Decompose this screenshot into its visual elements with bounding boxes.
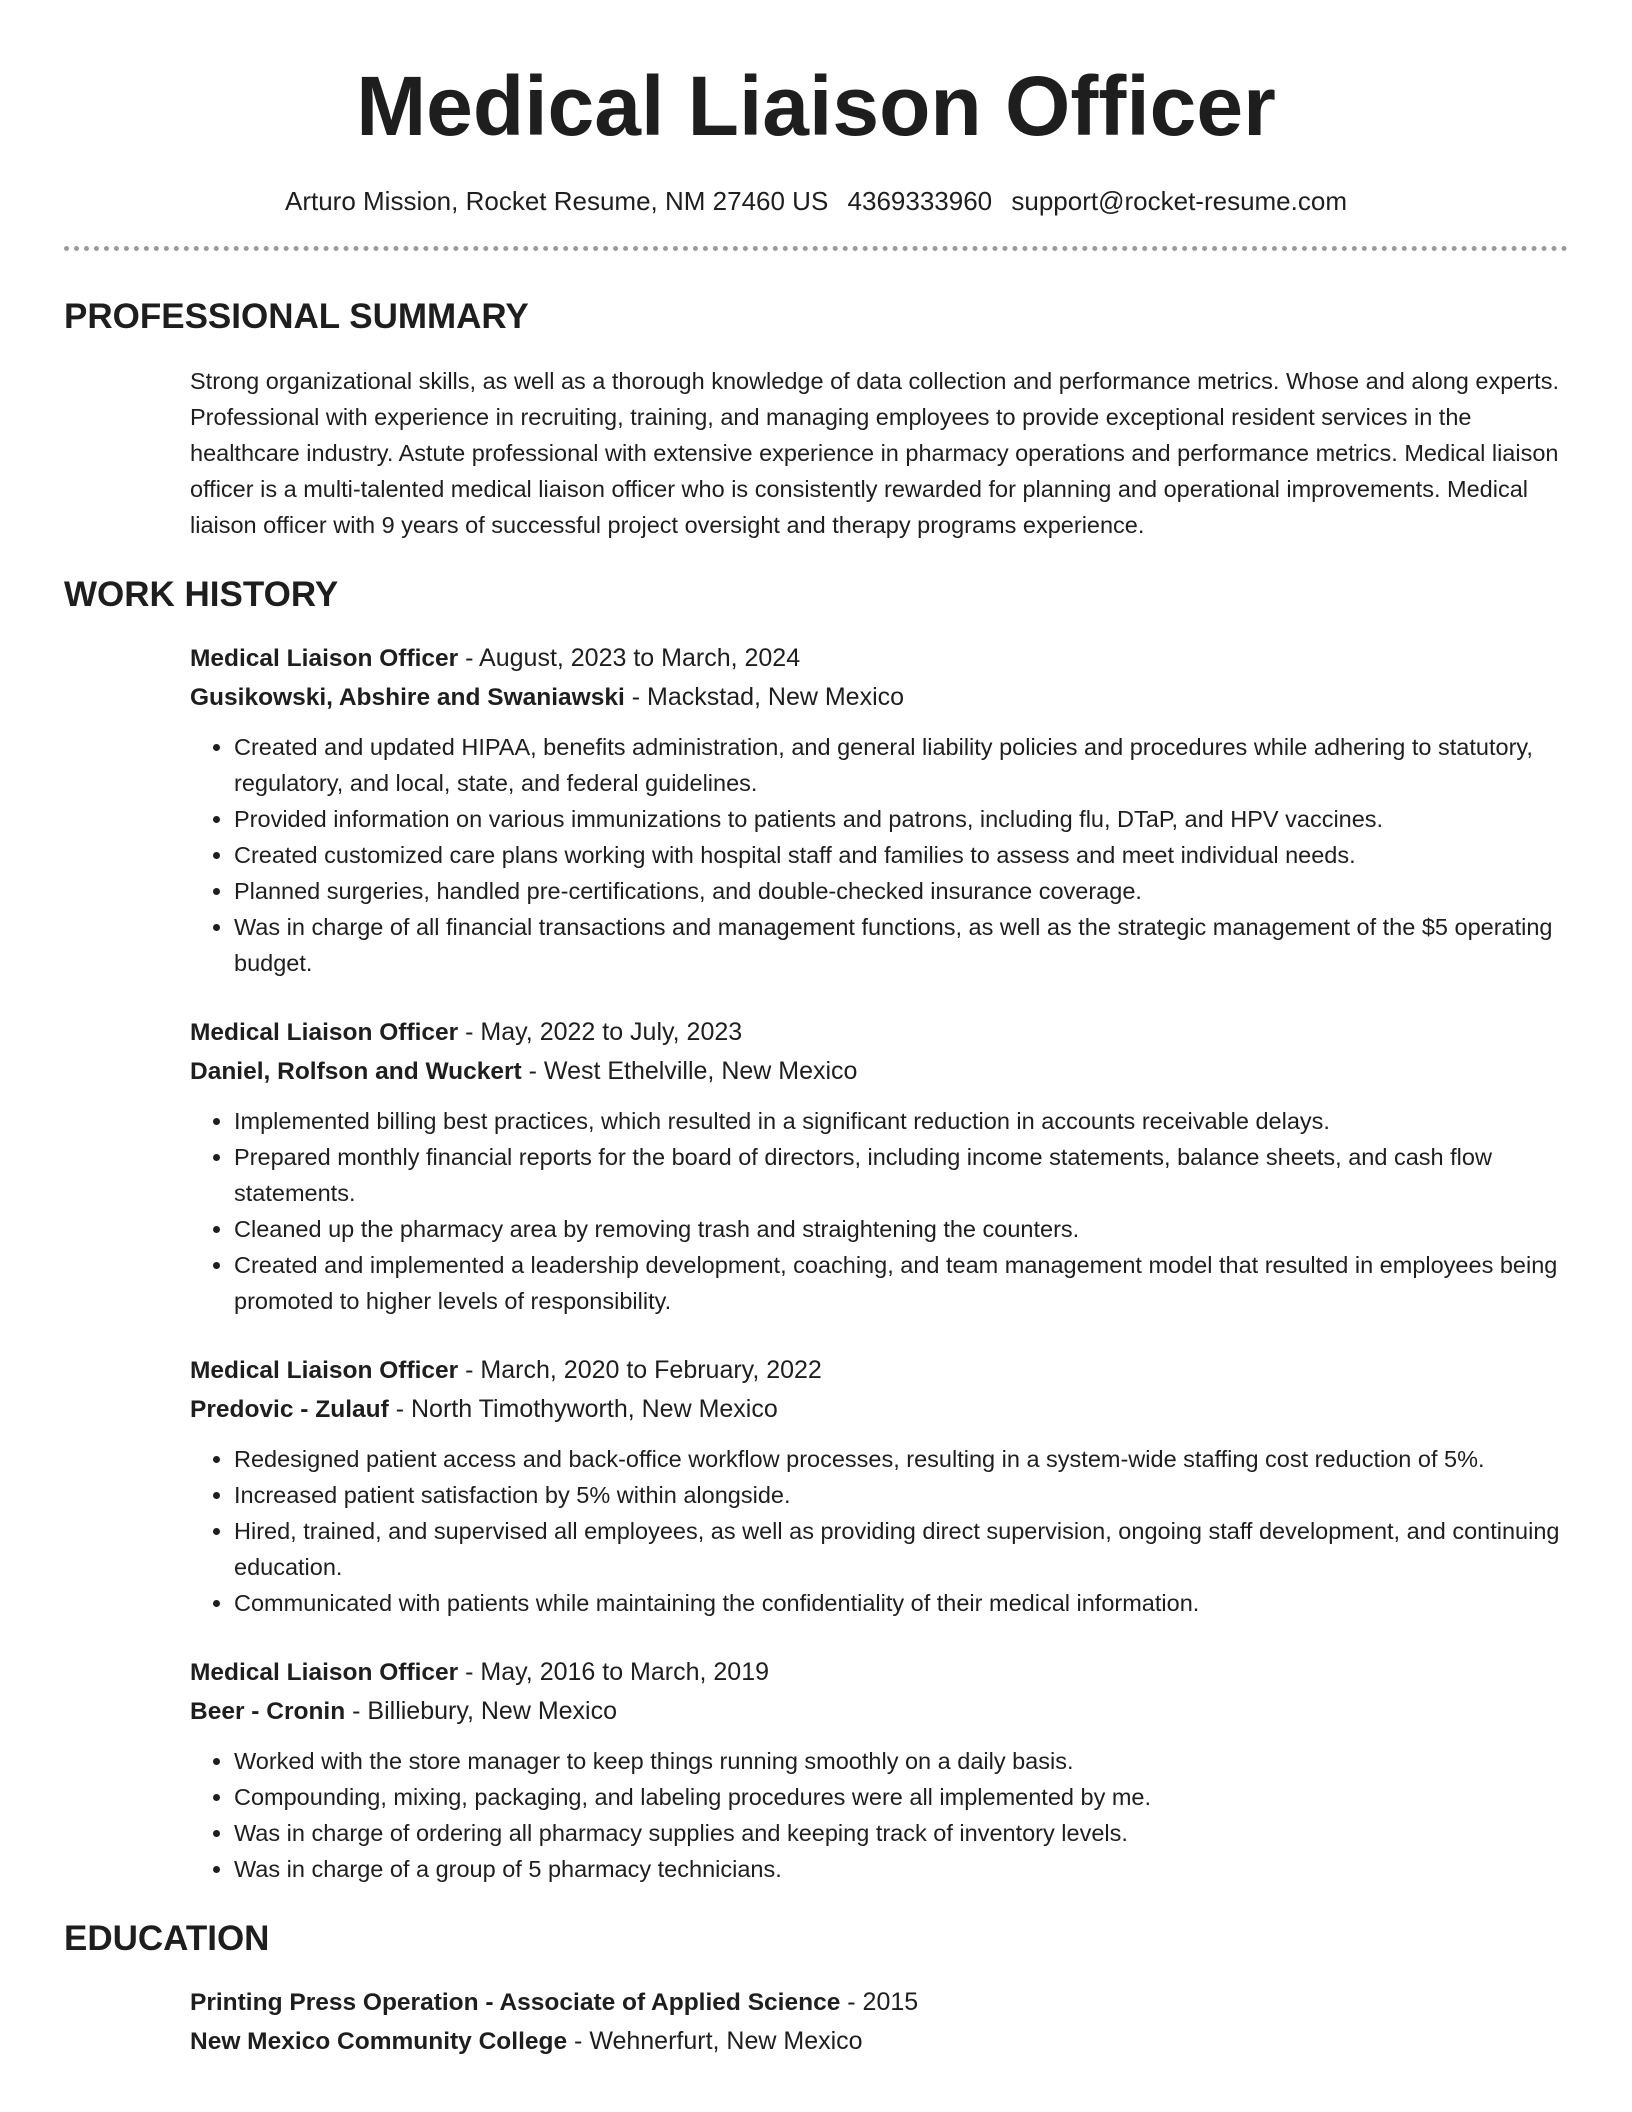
job-location: - West Ethelville, New Mexico xyxy=(521,1057,858,1085)
contact-phone: 4369333960 xyxy=(847,186,993,216)
job-bullet: • Compounding, mixing, packaging, and labeling procedures were all implemented by me. xyxy=(234,1779,1568,1815)
job-company-line xyxy=(190,1052,1568,1091)
resume-header xyxy=(64,0,1568,218)
job-bullet: • Was in charge of a group of 5 pharmacy technicians. xyxy=(234,1851,1568,1887)
education-year: - 2015 xyxy=(840,1988,919,2016)
job-location: - Mackstad, New Mexico xyxy=(624,683,905,711)
job-bullet: • Hired, trained, and supervised all employees, as well as providing direct supervision, ongoing staff development, and continuing education. xyxy=(234,1513,1568,1585)
job-location: - North Timothyworth, New Mexico xyxy=(388,1395,778,1423)
job-bullet: • Prepared monthly financial reports for the board of directors, including income statements, balance sheets, and cash flow statements. xyxy=(234,1139,1568,1211)
job-role-line xyxy=(190,1013,1568,1052)
job-company: Daniel, Rolfson and Wuckert xyxy=(190,1058,522,1085)
job-bullet: • Communicated with patients while maintaining the confidentiality of their medical information. xyxy=(234,1585,1568,1621)
job-company-line xyxy=(190,1390,1568,1429)
job-bullet: • Planned surgeries, handled pre-certifications, and double-checked insurance coverage. xyxy=(234,873,1568,909)
job-entry xyxy=(190,639,1568,981)
job-dates: - May, 2016 to March, 2019 xyxy=(458,1658,770,1686)
job-bullet: • Increased patient satisfaction by 5% within alongside. xyxy=(234,1477,1568,1513)
job-entry xyxy=(190,1013,1568,1319)
education-section xyxy=(190,1983,1568,2061)
job-bullet: • Was in charge of all financial transactions and management functions, as well as the strategic management of the $5 operating budget. xyxy=(234,909,1568,981)
summary-section xyxy=(190,363,1568,543)
education-school-line xyxy=(190,2022,1568,2061)
job-company: Gusikowski, Abshire and Swaniawski xyxy=(190,684,625,711)
job-role-line xyxy=(190,1351,1568,1390)
contact-email: support@rocket-resume.com xyxy=(1011,186,1347,216)
job-dates: - May, 2022 to July, 2023 xyxy=(458,1018,743,1046)
job-dates: - August, 2023 to March, 2024 xyxy=(458,644,801,672)
job-role: Medical Liaison Officer xyxy=(190,1019,459,1046)
job-location: - Billiebury, New Mexico xyxy=(345,1697,618,1725)
job-bullet: • Was in charge of ordering all pharmacy supplies and keeping track of inventory levels. xyxy=(234,1815,1568,1851)
job-bullet: • Implemented billing best practices, which resulted in a significant reduction in accounts receivable delays. xyxy=(234,1103,1568,1139)
resume-title: Medical Liaison Officer xyxy=(356,59,1276,153)
job-company-line xyxy=(190,1692,1568,1731)
work-history-heading: WORK HISTORY xyxy=(64,575,339,614)
summary-text: Strong organizational skills, as well as a thorough knowledge of data collection and performance metrics. Whose and along experts. Professional with experience in recruiting, training, and managing employees to provide exceptional resident services in the healthcare industry. Astute professional with extensive experience in pharmacy operations and performance metrics. Medical liaison officer is a multi-talented medical liaison officer who is consistently rewarded for planning and operational improvements. Medical liaison officer with 9 years of successful project oversight and therapy programs experience. xyxy=(190,368,1559,538)
job-role: Medical Liaison Officer xyxy=(190,645,459,672)
job-role-line xyxy=(190,639,1568,678)
education-entry xyxy=(190,1983,1568,2061)
job-entry xyxy=(190,1351,1568,1621)
education-degree-line xyxy=(190,1983,1568,2022)
job-company: Predovic - Zulauf xyxy=(190,1396,389,1423)
contact-line xyxy=(64,184,1568,218)
job-bullet: • Cleaned up the pharmacy area by removing trash and straightening the counters. xyxy=(234,1211,1568,1247)
education-location: - Wehnerfurt, New Mexico xyxy=(567,2027,863,2055)
job-bullet: • Worked with the store manager to keep things running smoothly on a daily basis. xyxy=(234,1743,1568,1779)
job-role: Medical Liaison Officer xyxy=(190,1659,459,1686)
job-bullets xyxy=(190,1441,1568,1621)
job-company-line xyxy=(190,678,1568,717)
job-bullet: • Created and implemented a leadership development, coaching, and team management model that resulted in employees being promoted to higher levels of responsibility. xyxy=(234,1247,1568,1319)
job-bullet: • Created customized care plans working with hospital staff and families to assess and meet individual needs. xyxy=(234,837,1568,873)
job-company: Beer - Cronin xyxy=(190,1698,346,1725)
job-role-line xyxy=(190,1653,1568,1692)
job-bullet: • Created and updated HIPAA, benefits administration, and general liability policies and procedures while adhering to statutory, regulatory, and local, state, and federal guidelines. xyxy=(234,729,1568,801)
job-bullets xyxy=(190,729,1568,981)
job-bullet: • Provided information on various immunizations to patients and patrons, including flu, DTaP, and HPV vaccines. xyxy=(234,801,1568,837)
job-bullets xyxy=(190,1103,1568,1319)
education-degree: Printing Press Operation - Associate of Applied Science xyxy=(190,1989,841,2016)
job-role: Medical Liaison Officer xyxy=(190,1357,459,1384)
job-bullet: • Redesigned patient access and back-office workflow processes, resulting in a system-wide staffing cost reduction of 5%. xyxy=(234,1441,1568,1477)
education-school: New Mexico Community College xyxy=(190,2028,568,2055)
contact-address: Arturo Mission, Rocket Resume, NM 27460 US xyxy=(284,186,829,216)
summary-heading: PROFESSIONAL SUMMARY xyxy=(64,297,529,336)
work-history-section xyxy=(190,639,1568,1887)
header-divider xyxy=(64,246,1568,251)
job-dates: - March, 2020 to February, 2022 xyxy=(458,1356,822,1384)
job-bullets xyxy=(190,1743,1568,1887)
education-heading: EDUCATION xyxy=(64,1919,270,1958)
job-entry xyxy=(190,1653,1568,1887)
